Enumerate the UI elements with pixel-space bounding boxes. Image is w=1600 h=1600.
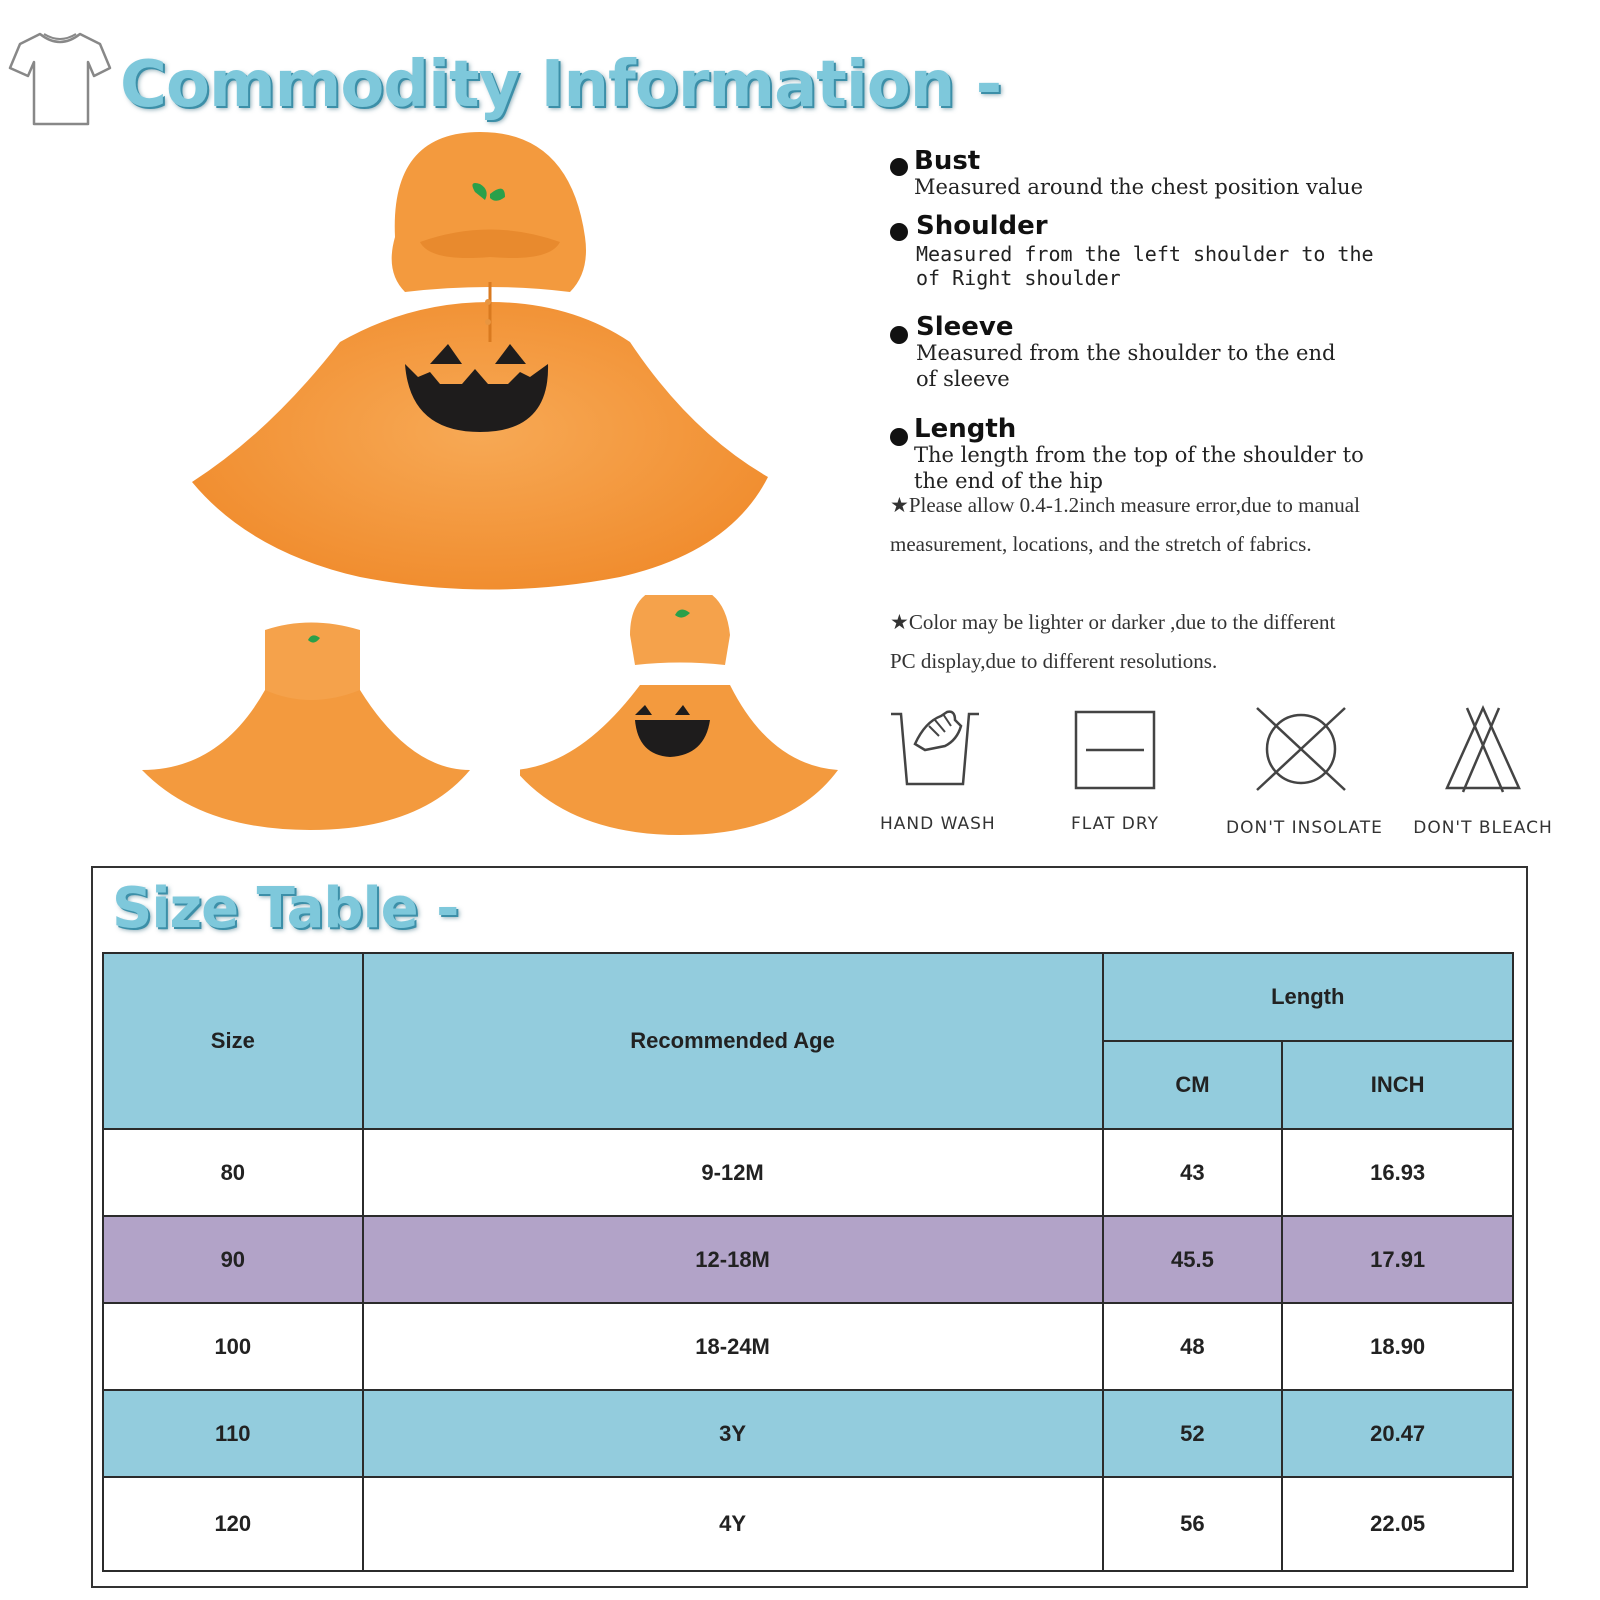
size-table [102,952,1514,1572]
definition-title: Sleeve [916,312,1014,342]
cell-age: 18-24M [363,1303,1103,1390]
measure-error-note: ★Please allow 0.4-1.2inch measure error,due to manual measurement, locations, and the stretch of fabrics. [890,493,1360,556]
bullet-icon [890,326,908,344]
table-row [103,1390,1513,1477]
tshirt-icon [8,28,112,130]
cell-size: 100 [103,1303,363,1390]
cell-cm: 56 [1103,1477,1283,1571]
cell-size: 90 [103,1216,363,1303]
table-row [103,1129,1513,1216]
cell-inch: 18.90 [1282,1303,1513,1390]
header-age: Recommended Age [363,953,1103,1129]
definition-title: Bust [914,146,981,176]
table-row [103,1216,1513,1303]
care-label: DON'T BLEACH [1413,818,1553,838]
care-flat-dry [1060,708,1170,834]
cell-cm: 45.5 [1103,1216,1283,1303]
flat-dry-icon [1072,708,1158,792]
cell-age: 4Y [363,1477,1103,1571]
header-size: Size [103,953,363,1129]
cell-cm: 52 [1103,1390,1283,1477]
hand-wash-icon [885,700,985,792]
cell-size: 80 [103,1129,363,1216]
commodity-info-title: Commodity Information - [120,48,1002,122]
cell-cm: 48 [1103,1303,1283,1390]
cell-inch: 17.91 [1282,1216,1513,1303]
table-row [103,1303,1513,1390]
cell-inch: 16.93 [1282,1129,1513,1216]
header-cm: CM [1103,1041,1283,1129]
pumpkin-cape-small-image [520,595,870,855]
cell-size: 120 [103,1477,363,1571]
pumpkin-cape-back-image [140,620,490,850]
dont-insolate-icon [1253,704,1349,794]
cell-age: 3Y [363,1390,1103,1477]
definition-text: of Right shoulder [916,266,1121,290]
cell-age: 12-18M [363,1216,1103,1303]
care-label: DON'T INSOLATE [1226,818,1383,838]
bullet-icon [890,223,908,241]
size-table-title: Size Table - [112,876,459,941]
definition-text: the end of the hip [914,469,1103,493]
header-inch: INCH [1282,1041,1513,1129]
care-hand-wash [880,700,996,834]
definition-title: Shoulder [916,211,1048,241]
care-dont-insolate [1226,704,1383,838]
care-label: HAND WASH [880,814,996,834]
header-length: Length [1103,953,1513,1041]
definition-text: Measured from the shoulder to the end [916,341,1336,365]
color-note: ★Color may be lighter or darker ,due to the different PC display,due to different resolutions. [890,610,1336,673]
cell-size: 110 [103,1390,363,1477]
definition-title: Length [914,414,1017,444]
definition-text: Measured from the left shoulder to the [916,242,1374,266]
definition-text: The length from the top of the shoulder to [914,443,1364,467]
definition-text: Measured around the chest position value [914,175,1364,199]
cell-age: 9-12M [363,1129,1103,1216]
cell-inch: 22.05 [1282,1477,1513,1571]
care-label: FLAT DRY [1071,814,1159,834]
bullet-icon [890,158,908,176]
table-row [103,1477,1513,1571]
pumpkin-cape-front-image [190,132,790,602]
bullet-icon [890,428,908,446]
cell-cm: 43 [1103,1129,1283,1216]
cell-inch: 20.47 [1282,1390,1513,1477]
definition-text: of sleeve [916,367,1010,391]
care-dont-bleach [1408,704,1558,838]
dont-bleach-icon [1443,704,1523,794]
